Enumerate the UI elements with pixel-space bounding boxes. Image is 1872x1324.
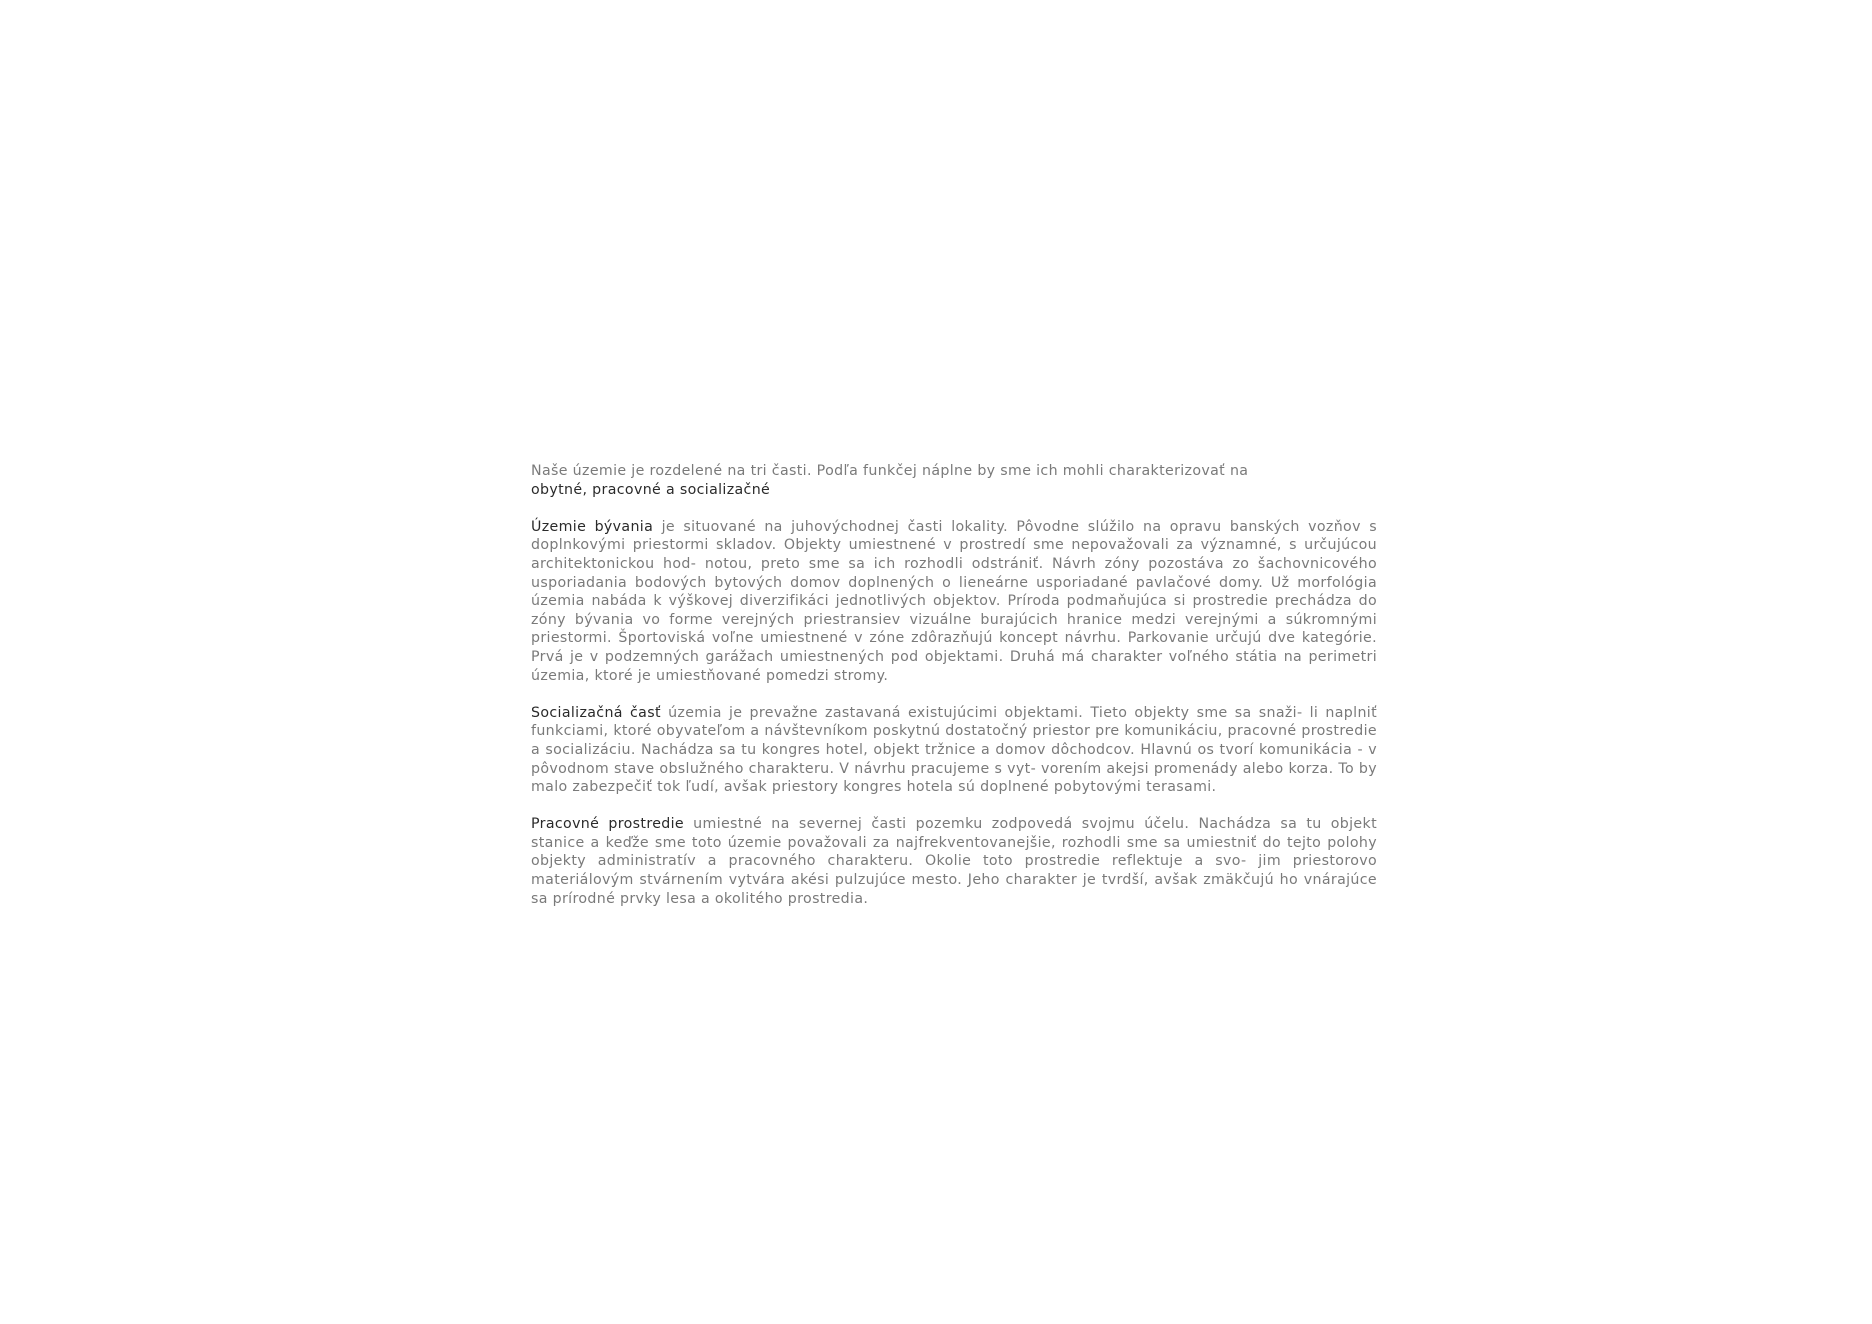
section-body-social: územia je prevažne zastavaná existujúcimi objektami. Tieto objekty sme sa snaži- li naplniť funkciami, ktoré obyvateľom a návštevníkom poskytnú dostatočný priestor pre komunikáciu, pracovné prostredie a socializáciu. Nachádza sa tu kongres hotel, objekt tržnice a domov dôchodcov. Hlavnú os tvorí komunikácia - v pôvodnom stave obslužného charakteru. V návrhu pracujeme s vyt- vorením akejsi promenády alebo korza. To by malo zabezpečiť tok ľudí, avšak priestory kongres hotela sú doplnené pobytovými terasami. bbox=[531, 704, 1377, 796]
section-heading-social: Socializačná časť bbox=[531, 704, 661, 721]
section-body-work: umiestné na severnej časti pozemku zodpovedá svojmu účelu. Nachádza sa tu objekt stanice a keďže sme toto územie považovali za najfrekventovanejšie, rozhodli sme sa umiestniť do tejto polohy objekty administratív a pracovného charakteru. Okolie toto prostredie reflektuje a svo- jim priestorovo materiálovým stvárnením vytvára akési pulzujúce mesto. Jeho charakter je tvrdší, avšak zmäkčujú ho vnárajúce sa prírodné prvky lesa a okolitého prostredia. bbox=[531, 816, 1377, 907]
section-body-housing: je situované na juhovýchodnej časti lokality. Pôvodne slúžilo na opravu banských vozňov s doplnkovými priestormi skladov. Objekty umiestnené v prostredí sme nepovažovali za významné, s určujúcou architektonickou hod- notou, preto sme sa ich rozhodli odstrániť. Návrh zóny pozostáva zo šachovnicového usporiadania bodových bytových domov doplnených o lieneárne usporiadané pavlačové domy. Už morfológia územia nabáda k výškovej diverzifikáci jednotlivých objektov. Príroda podmaňujúca si prostredie prechádza do zóny bývania vo forme verejných priestransiev vizuálne burajúcich hranice medzi verejnými a súkromnými priestormi. Športoviská voľne umiestnené v zóne zdôrazňujú koncept návrhu. Parkovanie určujú dve kategórie. Prvá je v podzemných garážach umiestnených pod objektami. Druhá má charakter voľného státia na perimetri územia, ktoré je umiestňované pomedzi stromy. bbox=[531, 518, 1377, 684]
intro-text: Naše územie je rozdelené na tri časti. Podľa funkčej náplne by sme ich mohli charakterizovať na bbox=[531, 463, 1249, 479]
section-heading-housing: Územie bývania bbox=[531, 518, 654, 535]
intro-highlight: obytné, pracovné a socializačné bbox=[531, 481, 771, 498]
section-heading-work: Pracovné prostredie bbox=[531, 816, 684, 833]
intro-paragraph bbox=[531, 462, 1377, 499]
text-block bbox=[531, 462, 1377, 927]
section-social bbox=[531, 704, 1377, 797]
section-work bbox=[531, 815, 1377, 908]
section-housing bbox=[531, 518, 1377, 685]
